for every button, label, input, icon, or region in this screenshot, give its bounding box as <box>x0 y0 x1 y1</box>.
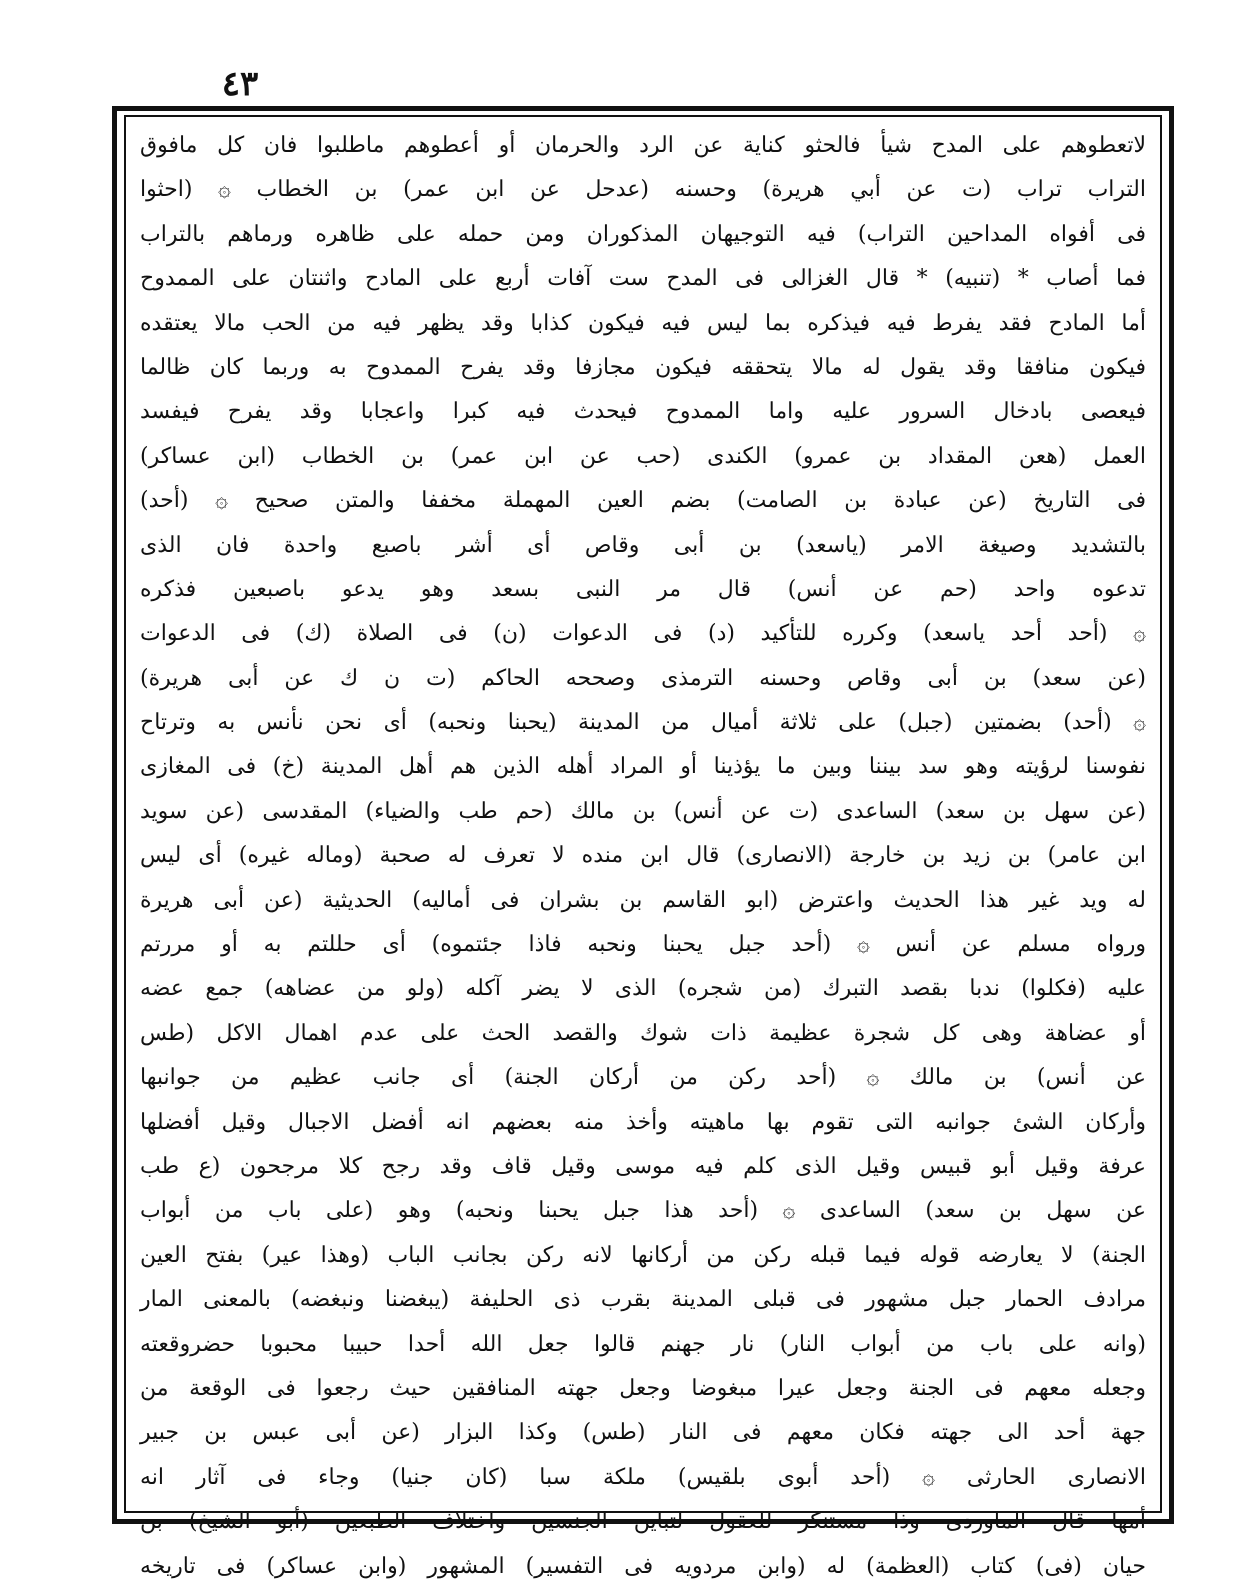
text-line: أما المادح فقد يفرط فيه فيذكره بما ليس فيه فيكون كذابا وقد يظهر فيه من الحب مالا يعتقده <box>140 310 1146 336</box>
text-line: عليه (فكلوا) ندبا بقصد التبرك (من شجره) الذى لا يضر آكله (ولو من عضاهه) جمع عضه <box>140 976 1146 1002</box>
text-line: ۞ (أحد أحد ياسعد) وكرره للتأكيد (د) فى الدعوات (ن) فى الصلاة (ك) فى الدعوات <box>140 621 1146 647</box>
text-line: أو عضاهة وهى كل شجرة عظيمة ذات شوك والقصد الحث على عدم اهمال الاكل (طس <box>140 1020 1146 1046</box>
text-line: العمل (هعن المقداد بن عمرو) الكندى (حب عن ابن عمر) بن الخطاب (ابن عساكر) <box>140 443 1146 469</box>
text-line: (عن سعد) بن أبى وقاص وحسنه الترمذى وصححه الحاكم (ت ن ك عن أبى هريرة) <box>140 665 1146 691</box>
text-line: (عن سهل بن سعد) الساعدى (ت عن أنس) بن مالك (حم طب والضياء) المقدسى (عن سويد <box>140 798 1146 824</box>
text-line: ابن عامر) بن زيد بن خارجة (الانصارى) قال ابن منده لا تعرف له صحبة (وماله غيره) أى ليس <box>140 843 1146 869</box>
text-line: فيعصى بادخال السرور عليه واما الممدوح فيحدث فيه كبرا واعجابا وقد يفرح فيفسد <box>140 399 1146 425</box>
text-line: فى أفواه المداحين التراب) فيه التوجيهان المذكوران ومن حمله على ظاهره ورماهم بالتراب <box>140 221 1146 247</box>
text-line: عن أنس) بن مالك ۞ (أحد ركن من أركان الجنة) أى جانب عظيم من جوانبها <box>140 1065 1146 1091</box>
text-line: التراب تراب (ت عن أبي هريرة) وحسنه (عدحل عن ابن عمر) بن الخطاب ۞ (احثوا <box>140 177 1146 203</box>
text-line: فيكون منافقا وقد يقول له مالا يتحققه فيكون مجازفا وقد يفرح الممدوح به وربما كان ظالما <box>140 354 1146 380</box>
text-line: وأركان الشئ جوانبه التى تقوم بها ماهيته وأخذ منه بعضهم انه أفضل الاجبال وقيل أفضلها <box>140 1109 1146 1135</box>
text-line: لاتعطوهم على المدح شيأ فالحثو كناية عن الرد والحرمان أو أعطوهم ماطلبوا فان كل مافوق <box>140 133 1146 158</box>
text-line: وجعله معهم فى الجنة وجعل عيرا مبغوضا وجعل جهته المنافقين حيث رجعوا فى الوقعة من <box>140 1375 1146 1401</box>
text-line: له ويد غير هذا الحديث واعترض (ابو القاسم بن بشران فى أماليه) الحديثية (عن أبى هريرة <box>140 887 1146 913</box>
text-line: نفوسنا لرؤيته وهو سد بيننا وبين ما يؤذينا أو المراد أهله الذين هم أهل المدينة (خ) فى المغازى <box>140 754 1146 780</box>
body-text <box>140 124 1146 1579</box>
text-line: ورواه مسلم عن أنس ۞ (أحد جبل يحبنا ونحبه فاذا جئتموه) أى حللتم به أو مررتم <box>140 932 1146 958</box>
text-line: حيان (فى) كتاب (العظمة) له (وابن مردويه فى التفسير) المشهور (وابن عساكر) فى تاريخه <box>140 1553 1146 1579</box>
text-line: فما أصاب * (تنبيه) * قال الغزالى فى المدح ست آفات أربع على المادح واثنتان على الممدوح <box>140 266 1146 292</box>
text-line: (وانه على باب من أبواب النار) نار جهنم قالوا جعل الله أحدا حبيبا محبوبا حضروقعته <box>140 1331 1146 1357</box>
text-line: تدعوه واحد (حم عن أنس) قال مر النبى بسعد وهو يدعو باصبعين فذكره <box>140 576 1146 602</box>
text-line: بالتشديد وصيغة الامر (ياسعد) بن أبى وقاص أى أشر باصبع واحدة فان الذى <box>140 532 1146 558</box>
text-line: الانصارى الحارثى ۞ (أحد أبوى بلقيس) ملكة سبا (كان جنيا) وجاء فى آثار انه <box>140 1464 1146 1490</box>
text-line: ۞ (أحد) بضمتين (جبل) على ثلاثة أميال من المدينة (يحبنا ونحبه) أى نحن نأنس به وترتاح <box>140 710 1146 736</box>
text-line: فى التاريخ (عن عبادة بن الصامت) بضم العين المهملة مخففا والمتن صحيح ۞ (أحد) <box>140 488 1146 514</box>
text-line: جهة أحد الى جهته فكان معهم فى النار (طس) وكذا البزار (عن أبى عبس بن جبير <box>140 1420 1146 1446</box>
text-line: الجنة) لا يعارضه قوله فيما قبله ركن من أركانها لانه ركن بجانب الباب (وهذا عير) بفتح العين <box>140 1242 1146 1268</box>
text-line: أمها قال الماوردى وذا مستنكر للعقول لتباين الجنسين واختلاف الطبعين (أبو الشيخ) بن <box>140 1509 1146 1535</box>
text-line: عن سهل بن سعد) الساعدى ۞ (أحد هذا جبل يحبنا ونحبه) وهو (على باب من أبواب <box>140 1198 1146 1224</box>
page-number: ٤٣ <box>221 64 259 104</box>
text-line: مرادف الحمار جبل مشهور فى قبلى المدينة بقرب ذى الحليفة (يبغضنا ونبغضه) بالمعنى المار <box>140 1287 1146 1313</box>
text-line: عرفة وقيل أبو قبيس وقيل الذى كلم فيه موسى وقيل قاف وقد رجح كلا مرجحون (ع طب <box>140 1153 1146 1179</box>
